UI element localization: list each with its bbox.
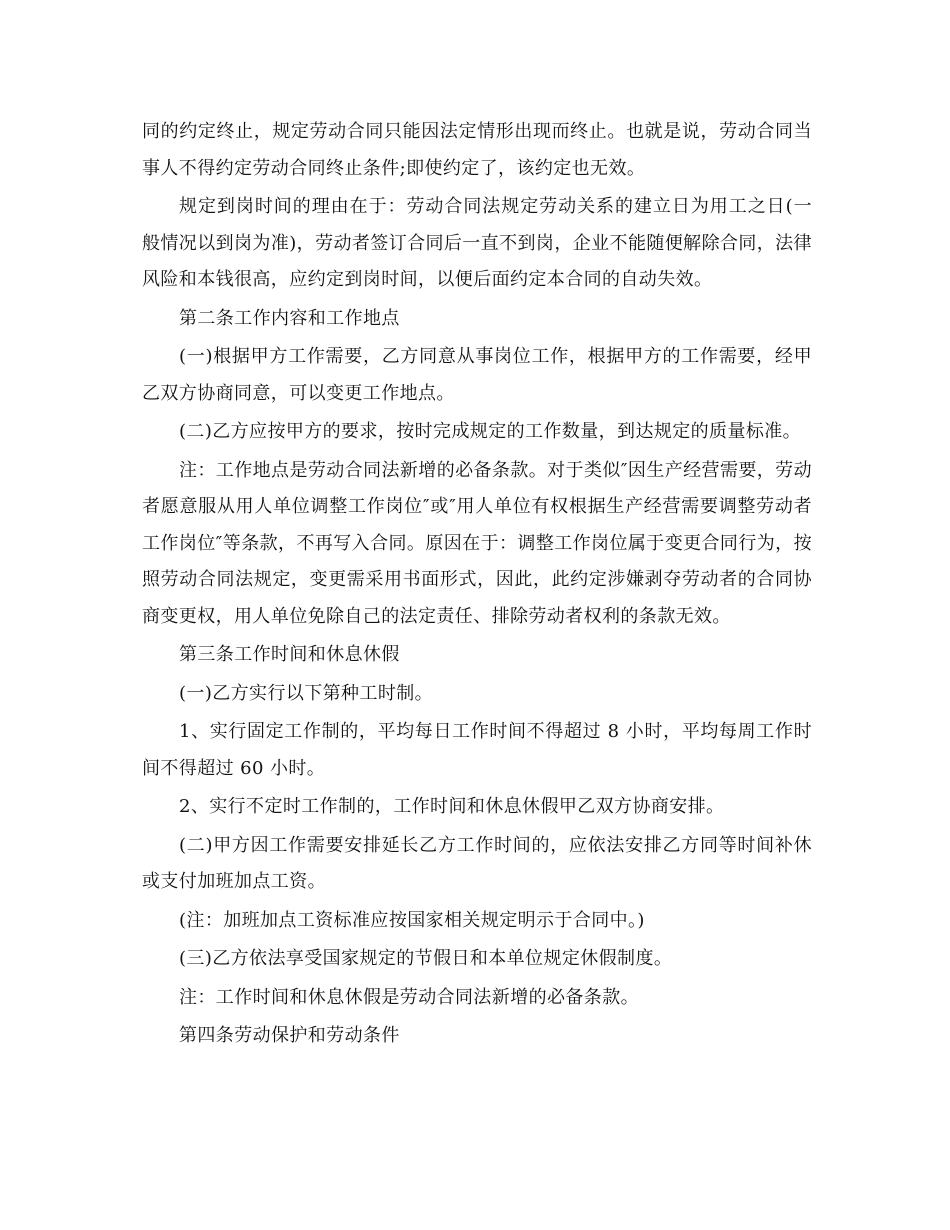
document-body [142,114,812,1057]
heading-article-4: 第四条劳动保护和劳动条件 [179,1025,400,1046]
paragraph-overtime-note: (注：加班加点工资标准应按国家相关规定明示于合同中。) [179,909,645,931]
paragraph-article-2-item-2: (二)乙方应按甲方的要求，按时完成规定的工作数量，到达规定的质量标准。 [179,421,802,442]
heading-article-3: 第三条工作时间和休息休假 [179,644,400,665]
paragraph-arrival-reason: 规定到岗时间的理由在于：劳动合同法规定劳动关系的建立日为用工之日(一般情况以到岗为准)，劳动者签订合同后一直不到岗，企业不能随便解除合同，法律风险和本钱很高，应约定到岗时间，以便后面约定本合同的自动失效。 [142,196,812,290]
paragraph-article-3-note: 注：工作时间和休息休假是劳动合同法新增的必备条款。 [179,986,639,1008]
paragraph-flexible-hours: 2、实行不定时工作制的，工作时间和休息休假甲乙双方协商安排。 [179,796,725,817]
paragraph-article-3-item-2: (二)甲方因工作需要安排延长乙方工作时间的，应依法安排乙方同等时间补休或支付加班加点工资。 [142,834,812,892]
paragraph-article-3-item-1: (一)乙方实行以下第种工时制。 [179,682,434,704]
paragraph-article-3-item-3: (三)乙方依法享受国家规定的节假日和本单位规定休假制度。 [179,948,673,969]
paragraph-continuation: 同的约定终止，规定劳动合同只能因法定情形出现而终止。也就是说，劳动合同当事人不得约定劳动合同终止条件;即使约定了，该约定也无效。 [142,121,812,179]
paragraph-article-2-item-1: (一)根据甲方工作需要，乙方同意从事岗位工作，根据甲方的工作需要，经甲乙双方协商同意，可以变更工作地点。 [142,346,812,404]
heading-article-2: 第二条工作内容和工作地点 [179,307,400,329]
paragraph-fixed-hours: 1、实行固定工作制的，平均每日工作时间不得超过 8 小时，平均每周工作时间不得超过 60 小时。 [142,721,812,779]
paragraph-article-2-note: 注：工作地点是劳动合同法新增的必备条款。对于类似″因生产经营需要，劳动者愿意服从用人单位调整工作岗位″或″用人单位有权根据生产经营需要调整劳动者工作岗位″等条款，不再写入合同。原因在于：调整工作岗位属于变更合同行为，按照劳动合同法规定，变更需采用书面形式，因此，此约定涉嫌剥夺劳动者的合同协商变更权，用人单位免除自己的法定责任、排除劳动者权利的条款无效。 [142,459,812,627]
